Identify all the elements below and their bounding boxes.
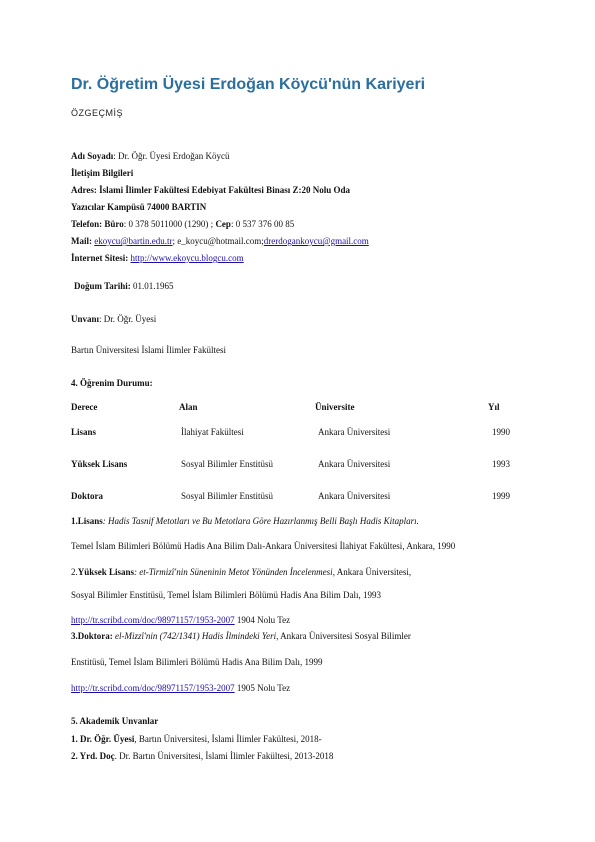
edu-row-1-field: İlahiyat Fakültesi — [181, 427, 244, 437]
thesis-3-detail: Enstitüsü, Temel İslam Bilimleri Bölümü Hadis Ana Bilim Dalı, 1999 — [71, 657, 323, 667]
academic-1-label: 1. Dr. Öğr. Üyesi — [71, 734, 135, 744]
col-header-university: Üniversite — [315, 402, 355, 412]
mail-link-2[interactable]: drerdogankoycu@gmail.com — [263, 236, 369, 246]
academic-header: 5. Akademik Unvanlar — [71, 716, 159, 726]
thesis-1-title: : Hadis Tasnif Metotları ve Bu Metotlara Göre Hazırlanmış Belli Başlı Hadis Kitapları. — [102, 516, 419, 526]
thesis-3-line — [71, 631, 411, 642]
mobile-label: Cep — [215, 219, 231, 229]
edu-row-2-university: Ankara Üniversitesi — [318, 459, 391, 469]
address-line-2: Yazıcılar Kampüsü 74000 BARTIN — [71, 202, 207, 212]
phone-value: : 0 378 5011000 (1290) ; — [123, 219, 216, 229]
mail-label: Mail: — [71, 236, 95, 246]
edu-row-3-degree: Doktora — [71, 491, 103, 501]
page-subtitle: ÖZGEÇMİŞ — [71, 108, 124, 118]
name-value: : Dr. Öğr. Üyesi Erdoğan Köycü — [113, 151, 230, 161]
address-label: Adres: — [71, 185, 100, 195]
page-title: Dr. Öğretim Üyesi Erdoğan Köycü'nün Kariyeri — [71, 76, 426, 93]
name-line — [71, 151, 230, 162]
thesis-3-link-note: 1905 Nolu Tez — [234, 683, 291, 693]
thesis-2-line — [71, 567, 411, 578]
col-header-year: Yıl — [488, 402, 500, 412]
title-label: Unvanı — [71, 314, 100, 324]
academic-2-value: . Dr. Bartın Üniversitesi, İslami İlimler Fakültesi, 2013-2018 — [114, 751, 334, 761]
edu-row-3-field: Sosyal Bilimler Enstitüsü — [181, 491, 274, 501]
edu-row-1-university: Ankara Üniversitesi — [318, 427, 391, 437]
contact-header: İletişim Bilgileri — [71, 168, 134, 178]
thesis-1-line — [71, 516, 419, 527]
phone-line — [71, 219, 294, 230]
edu-row-1-year: 1990 — [492, 427, 510, 437]
thesis-1-label: 1.Lisans — [71, 516, 103, 526]
thesis-3-title: el-Mizzî'nin (742/1341) Hadis İlmindeki Yeri, — [112, 631, 279, 641]
title-line — [71, 314, 156, 325]
thesis-2-prefix: 2. — [71, 567, 78, 577]
edu-row-3-university: Ankara Üniversitesi — [318, 491, 391, 501]
thesis-2-link[interactable]: http://tr.scribd.com/doc/98971157/1953-2007 — [71, 615, 235, 625]
web-label: İnternet Sitesi: — [71, 253, 131, 263]
mobile-value: : 0 537 376 00 85 — [230, 219, 295, 229]
academic-2-label: 2. Yrd. Doç — [71, 751, 115, 761]
address-line — [71, 185, 350, 196]
thesis-2-title: : et-Tirmizî'nin Süneninin Metot Yönünden İncelenmesi — [134, 567, 333, 577]
edu-row-2-year: 1993 — [492, 459, 510, 469]
mail-line — [71, 236, 369, 247]
col-header-degree: Derece — [71, 402, 98, 412]
edu-row-2-field: Sosyal Bilimler Enstitüsü — [181, 459, 274, 469]
academic-1-value: , Bartın Üniversitesi, İslami İlimler Fakültesi, 2018- — [134, 734, 322, 744]
birth-line — [74, 281, 174, 292]
thesis-2-label: Yüksek Lisans — [77, 567, 135, 577]
thesis-2-link-line — [71, 615, 290, 626]
thesis-2-link-note: 1904 Nolu Tez — [234, 615, 291, 625]
address-value: İslami İlimler Fakültesi Edebiyat Fakültesi Binası Z:20 Nolu Oda — [99, 185, 350, 195]
institution-line: Bartın Üniversitesi İslami İlimler Fakültesi — [71, 345, 226, 355]
thesis-3-link[interactable]: http://tr.scribd.com/doc/98971157/1953-2007 — [71, 683, 235, 693]
thesis-3-tail: Ankara Üniversitesi Sosyal Bilimler — [278, 631, 411, 641]
thesis-2-tail: , Ankara Üniversitesi, — [332, 567, 412, 577]
thesis-3-link-line — [71, 683, 290, 694]
mail-link-1[interactable]: ekoycu@bartin.edu.tr — [94, 236, 173, 246]
birth-value: 01.01.1965 — [133, 281, 174, 291]
education-header: 4. Öğrenim Durumu: — [71, 378, 153, 388]
col-header-field: Alan — [179, 402, 198, 412]
edu-row-3-year: 1999 — [492, 491, 510, 501]
mail-separator: ; e_koycu@hotmail.com; — [172, 236, 264, 246]
web-line — [71, 253, 244, 264]
academic-line-1 — [71, 734, 322, 745]
birth-label: Doğum Tarihi: — [74, 281, 134, 291]
web-link[interactable]: http://www.ekoycu.blogcu.com — [130, 253, 244, 263]
phone-label: Telefon: Büro — [71, 219, 124, 229]
edu-row-2-degree: Yüksek Lisans — [71, 459, 128, 469]
academic-line-2 — [71, 751, 333, 762]
name-label: Adı Soyadı — [71, 151, 114, 161]
thesis-2-detail: Sosyal Bilimler Enstitüsü, Temel İslam Bilimleri Bölümü Hadis Ana Bilim Dalı, 1993 — [71, 590, 381, 600]
title-value: : Dr. Öğr. Üyesi — [99, 314, 157, 324]
thesis-3-label: 3.Doktora: — [71, 631, 113, 641]
thesis-1-detail: Temel İslam Bilimleri Bölümü Hadis Ana Bilim Dalı-Ankara Üniversitesi İlahiyat Fakültesi, Ankara, 1990 — [71, 541, 456, 551]
edu-row-1-degree: Lisans — [71, 427, 97, 437]
